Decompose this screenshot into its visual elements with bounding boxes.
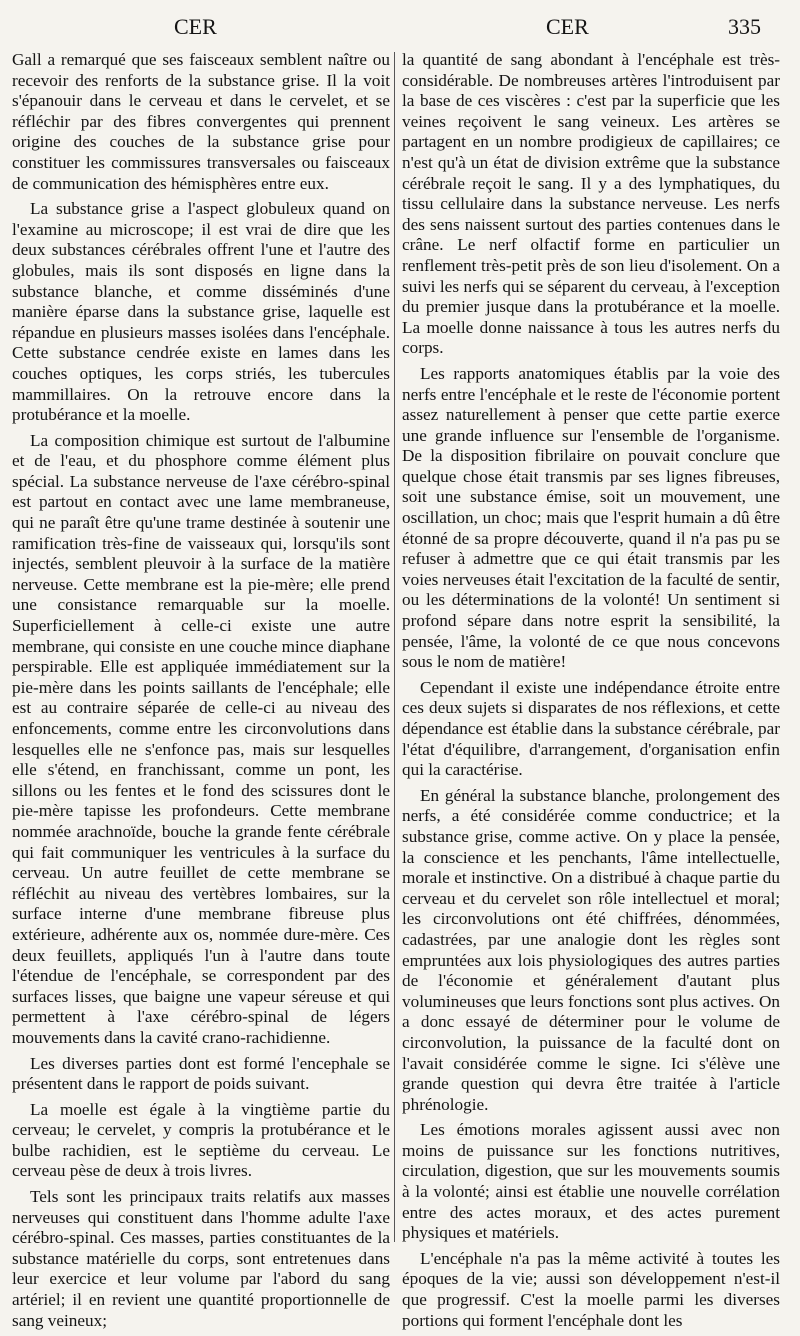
- paragraph: Les diverses parties dont est formé l'encephale se présentent dans le rapport de poids suivant.: [12, 1053, 390, 1094]
- paragraph: En général la substance blanche, prolongement des nerfs, a été considérée comme conductrice; et la substance grise, comme active. On y place la pensée, la conscience et les penchants, l'âme intellectuelle, morale et instinctive. On a distribué à chaque partie du cerveau et du cervelet son rôle intellectuel et moral; les circonvolutions ont été chiffrées, dénommées, cadastrées, par une analogie dont les règles sont empruntées aux lois physiologiques des autres parties de l'économie et généralement d'autant plus volumineuses que leurs fonctions sont plus actives. On a donc essayé de déterminer pour le volume de circonvolution, la puissance de la faculté dont on l'avait considérée comme le signe. Ici s'élève une grande question qui devra être traitée à l'article phrénologie.: [402, 785, 780, 1114]
- paragraph: Gall a remarqué que ses faisceaux semblent naître ou recevoir des renforts de la substance grise. Il la voit s'épanouir dans le cerveau et dans le cervelet, et se réfléchir par des fibres convergentes qui prennent origine des couches de la substance grise pour constituer les commissures transversales ou faisceaux de communication des hémisphères entre eux.: [12, 50, 390, 193]
- left-column: [12, 50, 390, 1336]
- paragraph: La moelle est égale à la vingtième partie du cerveau; le cervelet, y compris la protubérance et le bulbe rachidien, est le septième du cerveau. Le cerveau pèse de deux à trois livres.: [12, 1099, 390, 1181]
- paragraph: La substance grise a l'aspect globuleux quand on l'examine au microscope; il est vrai de dire que les deux substances cérébrales offrent l'une et l'autre des globules, mais ils sont disposés en ligne dans la substance blanche, et comme disséminés d'une manière éparse dans la substance grise, laquelle est répandue en plusieurs masses isolées dans l'encéphale. Cette substance cendrée existe en lames dans les couches optiques, les corps striés, les tubercules mammillaires. On la retrouve encore dans la protubérance et la moelle.: [12, 199, 390, 425]
- paragraph: La composition chimique est surtout de l'albumine et de l'eau, et du phosphore comme élément plus spécial. La substance nerveuse de l'axe cérébro-spinal est partout en contact avec une lame membraneuse, qui ne paraît être qu'une trame destinée à soutenir une ramification très-fine de vaisseaux qui, lorsqu'ils sont injectés, semblent pleuvoir à la surface de la matière nerveuse. Cette membrane est la pie-mère; elle prend une consistance remarquable sur la moelle. Superficiellement à celle-ci existe une autre membrane, qui consiste en une couche mince diaphane perspirable. Elle est appliquée immédiatement sur la pie-mère dans les points saillants de l'encéphale; elle est au contraire séparée de celle-ci au niveau des enfoncements, comme entre les circonvolutions dans lesquelles elle ne s'enfonce pas, mais sur lesquelles elle s'étend, en franchissant, comme un pont, les sillons ou les fentes et le fond des scissures dont le pie-mère tapisse les profondeurs. Cette membrane nommée arachnoïde, bouche la grande fente cérébrale qui fait communiquer les ventricules à la surface du cerveau. Un autre feuillet de cette membrane se réfléchit au niveau des vertèbres lombaires, sur la surface interne d'une membrane fibreuse plus extérieure, adhérente aux os, nommée dure-mère. Ces deux feuillets, appliqués l'un à l'autre dans toute l'étendue de l'encéphale, se correspondent par des surfaces lisses, que baigne une vapeur séreuse et qui permettent à l'axe cérébro-spinal de légers mouvements dans la cavité crano-rachidienne.: [12, 430, 390, 1047]
- paragraph: la quantité de sang abondant à l'encéphale est très-considérable. De nombreuses artères l'introduisent par la base de ces viscères : c'est par la superficie que les veines reçoivent le sang veineux. Les artères se partagent en un nombre prodigieux de capillaires; ce n'est qu'à un état de division extrême que la substance cérébrale reçoit le sang. Il y a des lymphatiques, du tissu cellulaire dans la substance nerveuse. Les nerfs des sens naissent surtout des parties contenues dans le crâne. Le nerf olfactif forme en particulier un renflement très-petit près de son lieu d'isolement. On a suivi les nerfs qui se séparent du cerveau, à l'exception du premier jusque dans la protubérance et la moelle. La moelle donne naissance à tous les autres nerfs du corps.: [402, 50, 780, 358]
- page-number: 335: [728, 14, 761, 39]
- right-running-head: CER: [546, 14, 589, 39]
- left-running-head: CER: [174, 14, 217, 39]
- column-divider: [394, 52, 395, 1242]
- paragraph: Les rapports anatomiques établis par la voie des nerfs entre l'encéphale et le reste de l'économie portent assez naturellement à penser que cette partie exerce une grande influence sur l'ensemble de l'organisme. De la disposition fibrilaire on pouvait conclure que quelque chose était transmis par ses lignes fibreuses, soit une substance émise, soit un mouvement, une oscillation, un choc; mais que l'esprit humain a dû être étonné de sa propre découverte, quand il n'a pas pu se refuser à admettre que ce qui était transmis par les voies nerveuses était l'excitation de la faculté de sentir, ou les déterminations de la volonté! Un sentiment si profond sépare dans notre esprit la sensibilité, la pensée, l'âme, la volonté de ce que nous concevons sous le nom de matière!: [402, 363, 780, 672]
- paragraph: Cependant il existe une indépendance étroite entre ces deux sujets si disparates de nos réflexions, et cette dépendance est établie dans la substance cérébrale, par l'état d'équilibre, d'arrangement, d'organisation enfin qui la caractérise.: [402, 677, 780, 780]
- running-header: [0, 14, 800, 48]
- right-column: [402, 50, 780, 1336]
- paragraph: L'encéphale n'a pas la même activité à toutes les époques de la vie; aussi son développement n'est-il que progressif. C'est la moelle parmi les diverses portions qui forment l'encéphale dont les: [402, 1248, 780, 1330]
- paragraph: Tels sont les principaux traits relatifs aux masses nerveuses qui constituent dans l'homme adulte l'axe cérébro-spinal. Ces masses, parties constituantes de la substance matérielle du corps, sont entretenues dans leur exercice et leur volume par l'abord du sang artériel; il en revient une quantité proportionnelle de sang veineux;: [12, 1187, 390, 1330]
- paragraph: Les émotions morales agissent aussi avec non moins de puissance sur les fonctions nutritives, circulation, digestion, que sur les mouvements soumis à la volonté; ainsi est établie une nouvelle corrélation entre des actes moraux, et des actes purement physiques et matériels.: [402, 1120, 780, 1243]
